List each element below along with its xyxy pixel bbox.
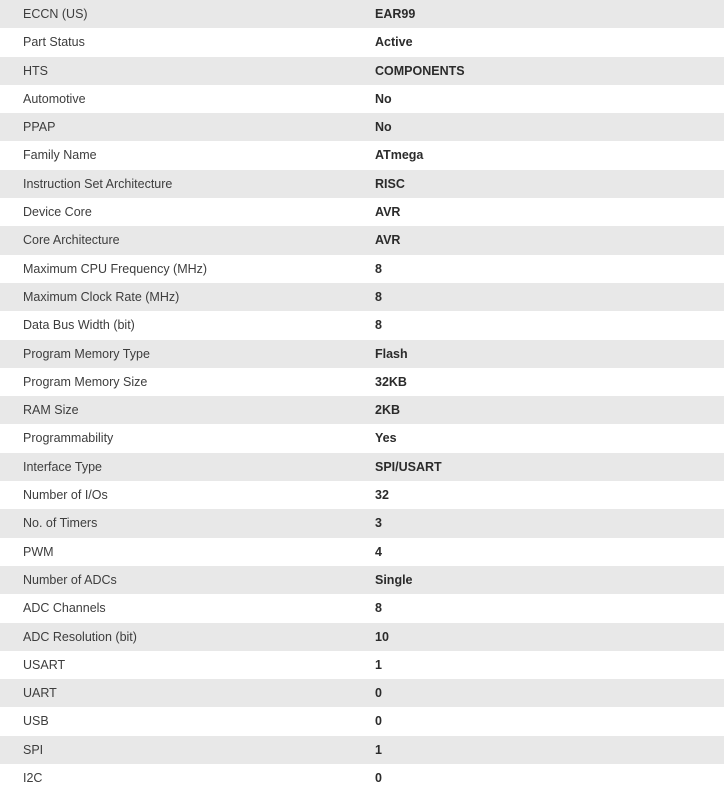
spec-label: I2C — [23, 771, 43, 786]
table-row — [0, 481, 724, 509]
spec-label: ADC Channels — [23, 601, 106, 616]
spec-label: UART — [23, 686, 57, 701]
table-row — [0, 509, 724, 537]
spec-label: Maximum CPU Frequency (MHz) — [23, 261, 208, 276]
spec-value: COMPONENTS — [375, 63, 465, 78]
spec-value: 32KB — [375, 374, 407, 389]
spec-label: ADC Resolution (bit) — [23, 629, 137, 644]
table-row — [0, 141, 724, 169]
spec-value: 3 — [375, 516, 382, 531]
spec-value: Single — [375, 572, 413, 587]
table-row — [0, 424, 724, 452]
table-row — [0, 255, 724, 283]
spec-label: Data Bus Width (bit) — [23, 318, 135, 333]
spec-label: Device Core — [23, 205, 92, 220]
spec-label: HTS — [23, 63, 48, 78]
spec-value: Yes — [375, 431, 397, 446]
spec-label: Family Name — [23, 148, 97, 163]
table-row — [0, 368, 724, 396]
spec-value: RISC — [375, 176, 405, 191]
table-row — [0, 311, 724, 339]
spec-label: USB — [23, 714, 49, 729]
spec-value: 8 — [375, 601, 382, 616]
spec-value: No — [375, 120, 392, 135]
spec-label: USART — [23, 657, 66, 672]
spec-value: Active — [375, 35, 413, 50]
table-row — [0, 226, 724, 254]
spec-label: PWM — [23, 544, 54, 559]
spec-label: ECCN (US) — [23, 7, 88, 21]
table-row — [0, 594, 724, 622]
spec-value: 2KB — [375, 403, 401, 418]
table-row — [0, 283, 724, 311]
spec-value: 8 — [375, 318, 382, 333]
table-row — [0, 0, 724, 28]
table-row — [0, 736, 724, 764]
table-row — [0, 453, 724, 481]
table-row — [0, 57, 724, 85]
table-row — [0, 28, 724, 56]
table-row — [0, 651, 724, 679]
spec-label: Maximum Clock Rate (MHz) — [23, 289, 180, 304]
spec-value: AVR — [375, 233, 401, 248]
spec-value: 10 — [375, 629, 389, 644]
spec-label: Number of I/Os — [23, 488, 108, 503]
spec-label: Core Architecture — [23, 233, 120, 248]
spec-label: PPAP — [23, 120, 56, 135]
spec-value: ATmega — [375, 148, 424, 163]
table-row — [0, 764, 724, 792]
table-row — [0, 170, 724, 198]
spec-label: No. of Timers — [23, 516, 98, 531]
table-row — [0, 396, 724, 424]
spec-label: RAM Size — [23, 403, 79, 418]
spec-value: No — [375, 91, 392, 106]
table-row — [0, 85, 724, 113]
spec-label: Number of ADCs — [23, 572, 117, 587]
spec-label: Program Memory Size — [23, 374, 148, 389]
spec-value: EAR99 — [375, 7, 416, 21]
spec-value: Flash — [375, 346, 408, 361]
spec-value: 0 — [375, 686, 382, 701]
table-row — [0, 623, 724, 651]
spec-value: 4 — [375, 544, 382, 559]
table-row — [0, 707, 724, 735]
spec-value: 1 — [375, 657, 382, 672]
table-row — [0, 113, 724, 141]
spec-label: Part Status — [23, 35, 85, 50]
spec-value: 0 — [375, 714, 382, 729]
spec-label: Instruction Set Architecture — [23, 176, 173, 191]
table-row — [0, 198, 724, 226]
table-row — [0, 538, 724, 566]
spec-value: AVR — [375, 205, 401, 220]
spec-label: Automotive — [23, 91, 86, 106]
spec-label: SPI — [23, 742, 44, 757]
spec-value: 8 — [375, 261, 382, 276]
spec-value: SPI/USART — [375, 459, 442, 474]
table-row — [0, 566, 724, 594]
spec-value: 0 — [375, 771, 382, 786]
table-row — [0, 679, 724, 707]
spec-value: 1 — [375, 742, 382, 757]
spec-label: Interface Type — [23, 459, 102, 474]
table-row — [0, 340, 724, 368]
spec-label: Programmability — [23, 431, 114, 446]
spec-value: 8 — [375, 289, 382, 304]
spec-label: Program Memory Type — [23, 346, 150, 361]
spec-value: 32 — [375, 488, 389, 503]
